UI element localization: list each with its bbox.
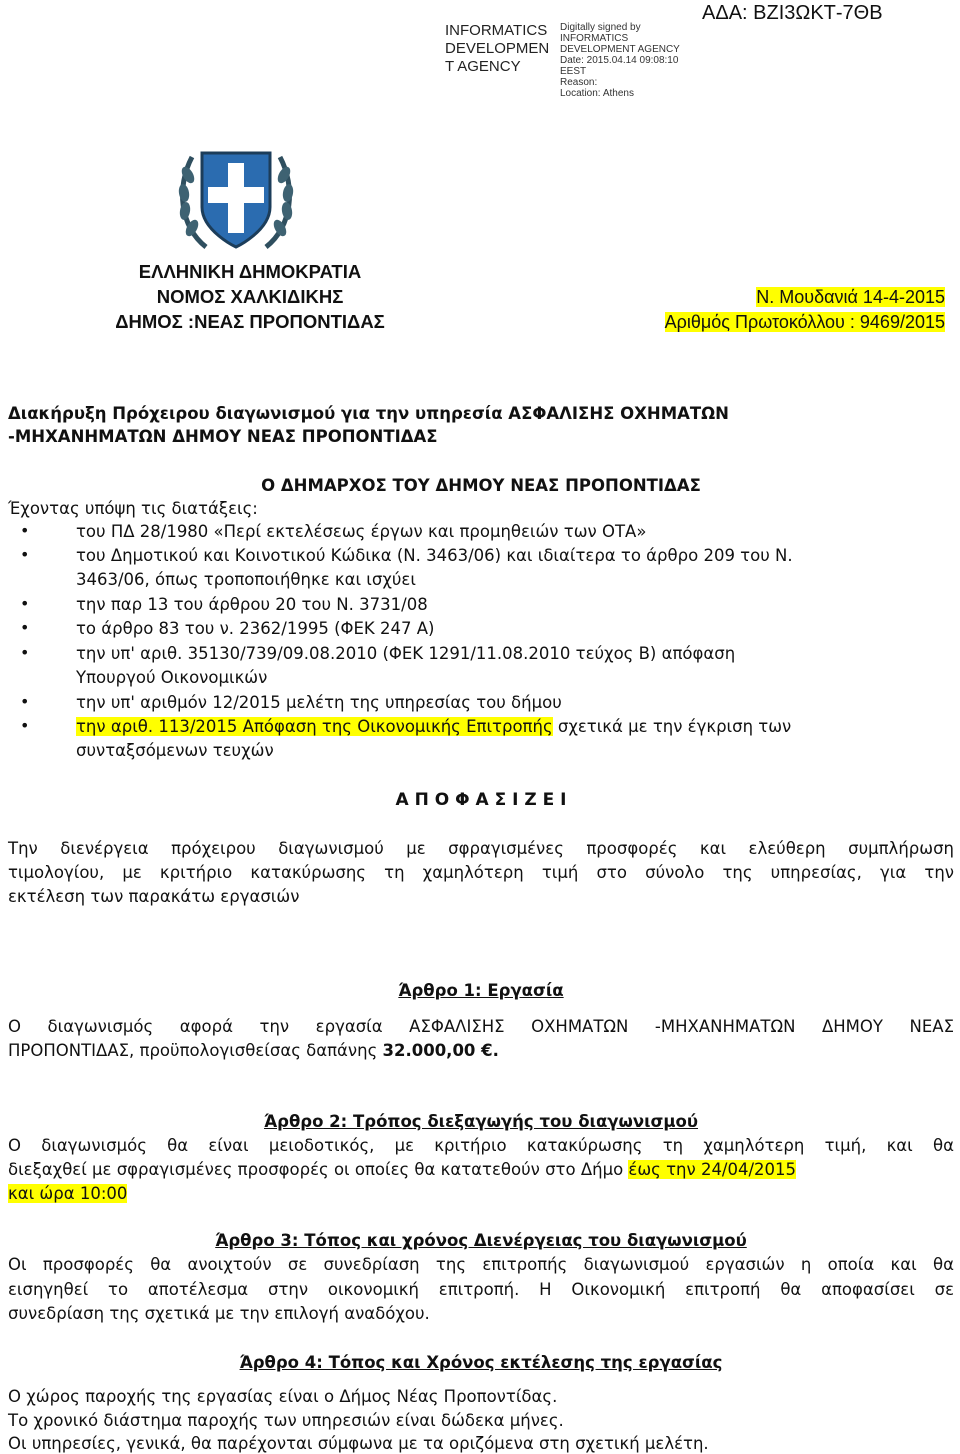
- bullet-item: την παρ 13 του άρθρου 20 του Ν. 3731/08: [76, 595, 428, 614]
- title-line: Διακήρυξη Πρόχειρου διαγωνισμού για την υπηρεσία ΑΣΦΑΛΙΣΗΣ ΟΧΗΜΑΤΩΝ: [8, 404, 729, 423]
- article3-heading: Άρθρο 3: Τόπος και χρόνος Διενέργειας του διαγωνισμού: [215, 1231, 747, 1250]
- greek-emblem-icon: [172, 135, 300, 263]
- decides-heading: Α Π Ο Φ Α Σ Ι Ζ Ε Ι: [395, 790, 567, 810]
- bullet-item: την υπ' αριθμόν 12/2015 μελέτη της υπηρεσίας του δήμου: [76, 693, 562, 712]
- decision-line: τιμολογίου, με κριτήριο κατακύρωσης τη χαμηλότερη τιμή στο σύνολο της υπηρεσίας, για την: [8, 863, 954, 882]
- article1-line: Ο διαγωνισμός αφορά την εργασία ΑΣΦΑΛΙΣΗΣ ΟΧΗΜΑΤΩΝ -ΜΗΧΑΝΗΜΑΤΩΝ ΔΗΜΟΥ ΝΕΑΣ: [8, 1017, 954, 1036]
- sig-line: Digitally signed by: [560, 22, 641, 33]
- sig-line: DEVELOPMENT AGENCY: [560, 44, 680, 55]
- digital-signature-details: [560, 22, 690, 99]
- bullet-dot: •: [20, 716, 30, 735]
- bullet-item-cont: 3463/06, όπως τροποποιήθηκε και ισχύει: [76, 570, 416, 589]
- header-municipality: ΔΗΜΟΣ :ΝΕΑΣ ΠΡΟΠΟΝΤΙΔΑΣ: [115, 311, 385, 332]
- date-text: Ν. Μουδανιά 14-4-2015: [756, 287, 945, 307]
- decision-line: Την διενέργεια πρόχειρου διαγωνισμού με σφραγισμένες προσφορές και ελεύθερη συμπλήρωση: [8, 839, 954, 858]
- article4-line: Οι υπηρεσίες, γενικά, θα παρέχονται σύμφωνα με τα οριζόμενα στη σχετική μελέτη.: [8, 1434, 709, 1453]
- ada-code: ΑΔΑ: ΒΖΙ3ΩΚΤ-7ΘΒ: [702, 2, 883, 24]
- sig-line: EEST: [560, 66, 587, 77]
- highlighted-decision-ref: την αριθ. 113/2015 Απόφαση της Οικονομικής Επιτροπής: [76, 717, 553, 736]
- article4-line: Ο χώρος παροχής της εργασίας είναι ο Δήμος Νέας Προποντίδας.: [8, 1387, 558, 1406]
- article4-line: Το χρονικό διάστημα παροχής των υπηρεσιών είναι δώδεκα μήνες.: [8, 1411, 564, 1430]
- bullet-item: την υπ' αριθ. 35130/739/09.08.2010 (ΦΕΚ 1291/11.08.2010 τεύχος Β) απόφαση: [76, 644, 736, 663]
- bullet-item: του Δημοτικού και Κοινοτικού Κώδικα (Ν. 3463/06) και ιδιαίτερα το άρθρο 209 του Ν.: [76, 546, 793, 565]
- mayor-heading: Ο ΔΗΜΑΡΧΟΣ ΤΟΥ ΔΗΜΟΥ ΝΕΑΣ ΠΡΟΠΟΝΤΙΔΑΣ: [261, 476, 701, 495]
- article3-line: εισηγηθεί το αποτέλεσμα στην οικονομική επιτροπή. Η Οικονομική επιτροπή θα αποφασίσει σε: [8, 1280, 954, 1299]
- protocol-number: [665, 310, 945, 334]
- signature-org-text: INFORMATICS DEVELOPMEN T AGENCY: [445, 22, 550, 75]
- bullet-dot: •: [20, 545, 30, 564]
- article2-line: Ο διαγωνισμός θα είναι μειοδοτικός, με κριτήριο κατακύρωσης τη χαμηλότερη τιμή, και θα: [8, 1136, 954, 1155]
- document-date: [756, 285, 945, 309]
- article3-line: συνεδρίαση της σχετικά με την επιλογή αναδόχου.: [8, 1304, 430, 1323]
- bullet-dot: •: [20, 521, 30, 540]
- bullet-item-tail: σχετικά με την έγκριση των: [552, 717, 792, 736]
- article2-line-text: διεξαχθεί με σφραγισμένες προσφορές οι οποίες θα κατατεθούν στο Δήμο: [8, 1160, 629, 1179]
- bullet-item-cont: συνταξσόμενων τευχών: [76, 741, 274, 760]
- sig-line: Location: Athens: [560, 88, 634, 99]
- sig-line: Reason:: [560, 77, 598, 88]
- sig-line: Date: 2015.04.14 09:08:10: [560, 55, 679, 66]
- article2-line: [8, 1159, 954, 1180]
- article1-heading: Άρθρο 1: Εργασία: [398, 981, 564, 1000]
- header-country: ΕΛΛΗΝΙΚΗ ΔΗΜΟΚΡΑΤΙΑ: [138, 261, 362, 282]
- article3-line: Οι προσφορές θα ανοιχτούν σε συνεδρίαση της επιτροπής διαγωνισμού εργασιών η οποία και θα: [8, 1255, 954, 1274]
- decision-line: εκτέλεση των παρακάτω εργασιών: [8, 887, 300, 906]
- bullet-dot: •: [20, 594, 30, 613]
- bullet-item: το άρθρο 83 του ν. 2362/1995 (ΦΕΚ 247 Α): [76, 619, 435, 638]
- header-prefecture: ΝΟΜΟΣ ΧΑΛΚΙΔΙΚΗΣ: [156, 286, 344, 307]
- bullet-item-cont: Υπουργού Οικονομικών: [76, 668, 268, 687]
- protocol-text: Αριθμός Πρωτοκόλλου : 9469/2015: [664, 312, 945, 332]
- budget-amount: 32.000,00 €.: [382, 1041, 499, 1060]
- bullet-item: του ΠΔ 28/1980 «Περί εκτελέσεως έργων και προμηθειών των ΟΤΑ»: [76, 522, 647, 541]
- title-line: -ΜΗΧΑΝΗΜΑΤΩΝ ΔΗΜΟΥ ΝΕΑΣ ΠΡΟΠΟΝΤΙΔΑΣ: [8, 427, 438, 446]
- article2-heading: Άρθρο 2: Τρόπος διεξαγωγής του διαγωνισμού: [263, 1112, 699, 1131]
- bullet-dot: •: [20, 618, 30, 637]
- sig-line: INFORMATICS: [560, 33, 629, 44]
- deadline-time: και ώρα 10:00: [8, 1184, 128, 1203]
- intro-text: Έχοντας υπόψη τις διατάξεις:: [8, 499, 258, 518]
- article1-line-text: ΠΡΟΠΟΝΤΙΔΑΣ, προϋπολογισθείσας δαπάνης: [8, 1041, 383, 1060]
- deadline-date: έως την 24/04/2015: [628, 1160, 797, 1179]
- article4-heading: Άρθρο 4: Τόπος και Χρόνος εκτέλεσης της εργασίας: [239, 1353, 723, 1372]
- bullet-item: [76, 716, 954, 737]
- signature-organization: [445, 22, 555, 76]
- bullet-dot: •: [20, 692, 30, 711]
- article1-line: [8, 1040, 954, 1061]
- bullet-dot: •: [20, 643, 30, 662]
- article2-line: [8, 1183, 954, 1204]
